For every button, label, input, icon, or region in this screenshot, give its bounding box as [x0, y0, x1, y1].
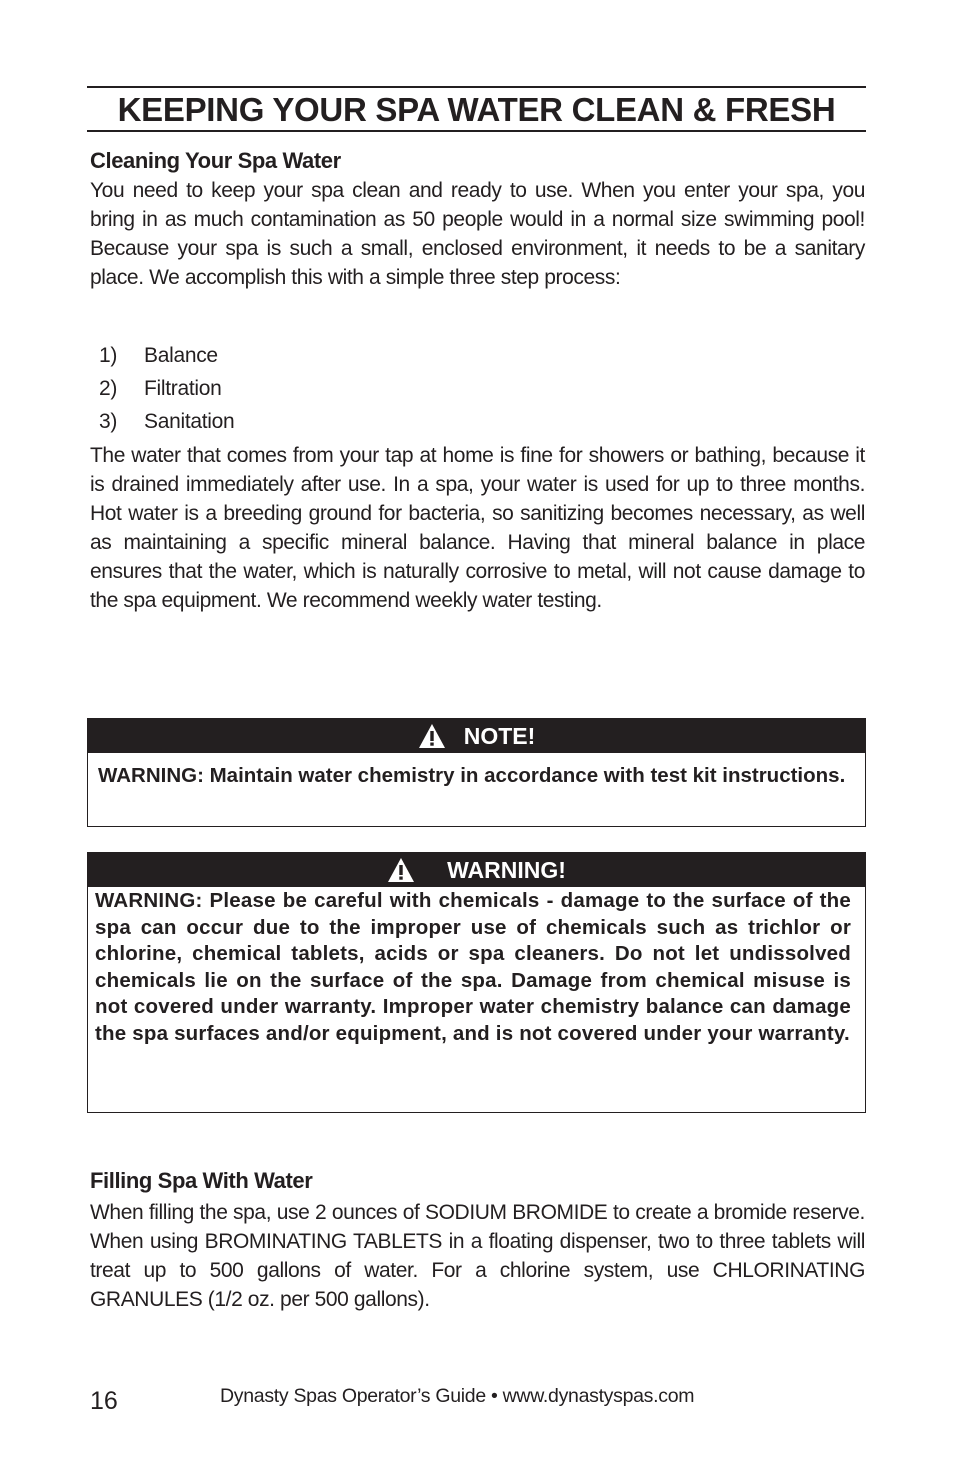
note-box-title: NOTE!	[463, 722, 536, 749]
list-item	[99, 405, 234, 438]
filling-body: When filling the spa, use 2 ounces of SODIUM BROMIDE to create a bromide reserve. When using BROMINATING TABLETS in a floating dispenser, two to three tablets will treat up to 500 gallons of water. For a chlorine system, use CHLORINATING GRANULES (1/2 oz. per 500 gallons).	[90, 1201, 865, 1311]
filling-heading: Filling Spa With Water	[90, 1168, 313, 1193]
warning-box-header	[88, 853, 865, 887]
note-box	[87, 718, 866, 827]
process-steps-list	[99, 339, 234, 438]
cleaning-heading: Cleaning Your Spa Water	[90, 148, 341, 173]
cleaning-intro: You need to keep your spa clean and ready to use. When you enter your spa, you bring in as much contamination as 50 people would in a normal size swimming pool! Because your spa is such a small, enclosed environment, it needs to be a sanitary place. We accomplish this with a simple three step process:	[90, 179, 865, 289]
step-label: Sanitation	[144, 410, 235, 433]
page-title: KEEPING YOUR SPA WATER CLEAN & FRESH	[87, 86, 866, 132]
warning-box-text: WARNING: Please be careful with chemicals - damage to the surface of the spa can occur due to the improper use of chemicals such as trichlor or chlorine, chemical tablets, acids or spa cleaners. Do not let undissolved chemicals lie on the surface of the spa. Damage from chemical misuse is not covered under warranty. Improper water chemistry balance can damage the spa surfaces and/or equipment, and is not covered under your warranty.	[95, 889, 851, 1045]
footer-text: Dynasty Spas Operator’s Guide • www.dynastyspas.com	[220, 1385, 695, 1407]
step-label: Balance	[144, 344, 218, 367]
warning-box-title: WARNING!	[447, 856, 566, 883]
page-number: 16	[90, 1387, 118, 1415]
list-item	[99, 372, 234, 405]
warning-box	[87, 852, 866, 1113]
note-box-text: WARNING: Maintain water chemistry in accordance with test kit instructions.	[98, 764, 846, 787]
cleaning-body: The water that comes from your tap at home is fine for showers or bathing, because it is drained immediately after use. In a spa, your water is used for up to three months. Hot water is a breeding ground for bacteria, so sanitizing becomes necessary, as well as maintaining a specific mineral balance. Having that mineral balance in place ensures that the water, which is naturally corrosive to metal, will not cause damage to the spa equipment. We recommend weekly water testing.	[90, 444, 865, 612]
warning-triangle-icon	[418, 723, 446, 749]
note-box-header	[88, 719, 865, 753]
warning-triangle-icon	[387, 857, 415, 883]
step-number: 1)	[99, 344, 118, 367]
step-label: Filtration	[144, 377, 222, 400]
step-number: 3)	[99, 410, 118, 433]
step-number: 2)	[99, 377, 118, 400]
list-item	[99, 339, 234, 372]
